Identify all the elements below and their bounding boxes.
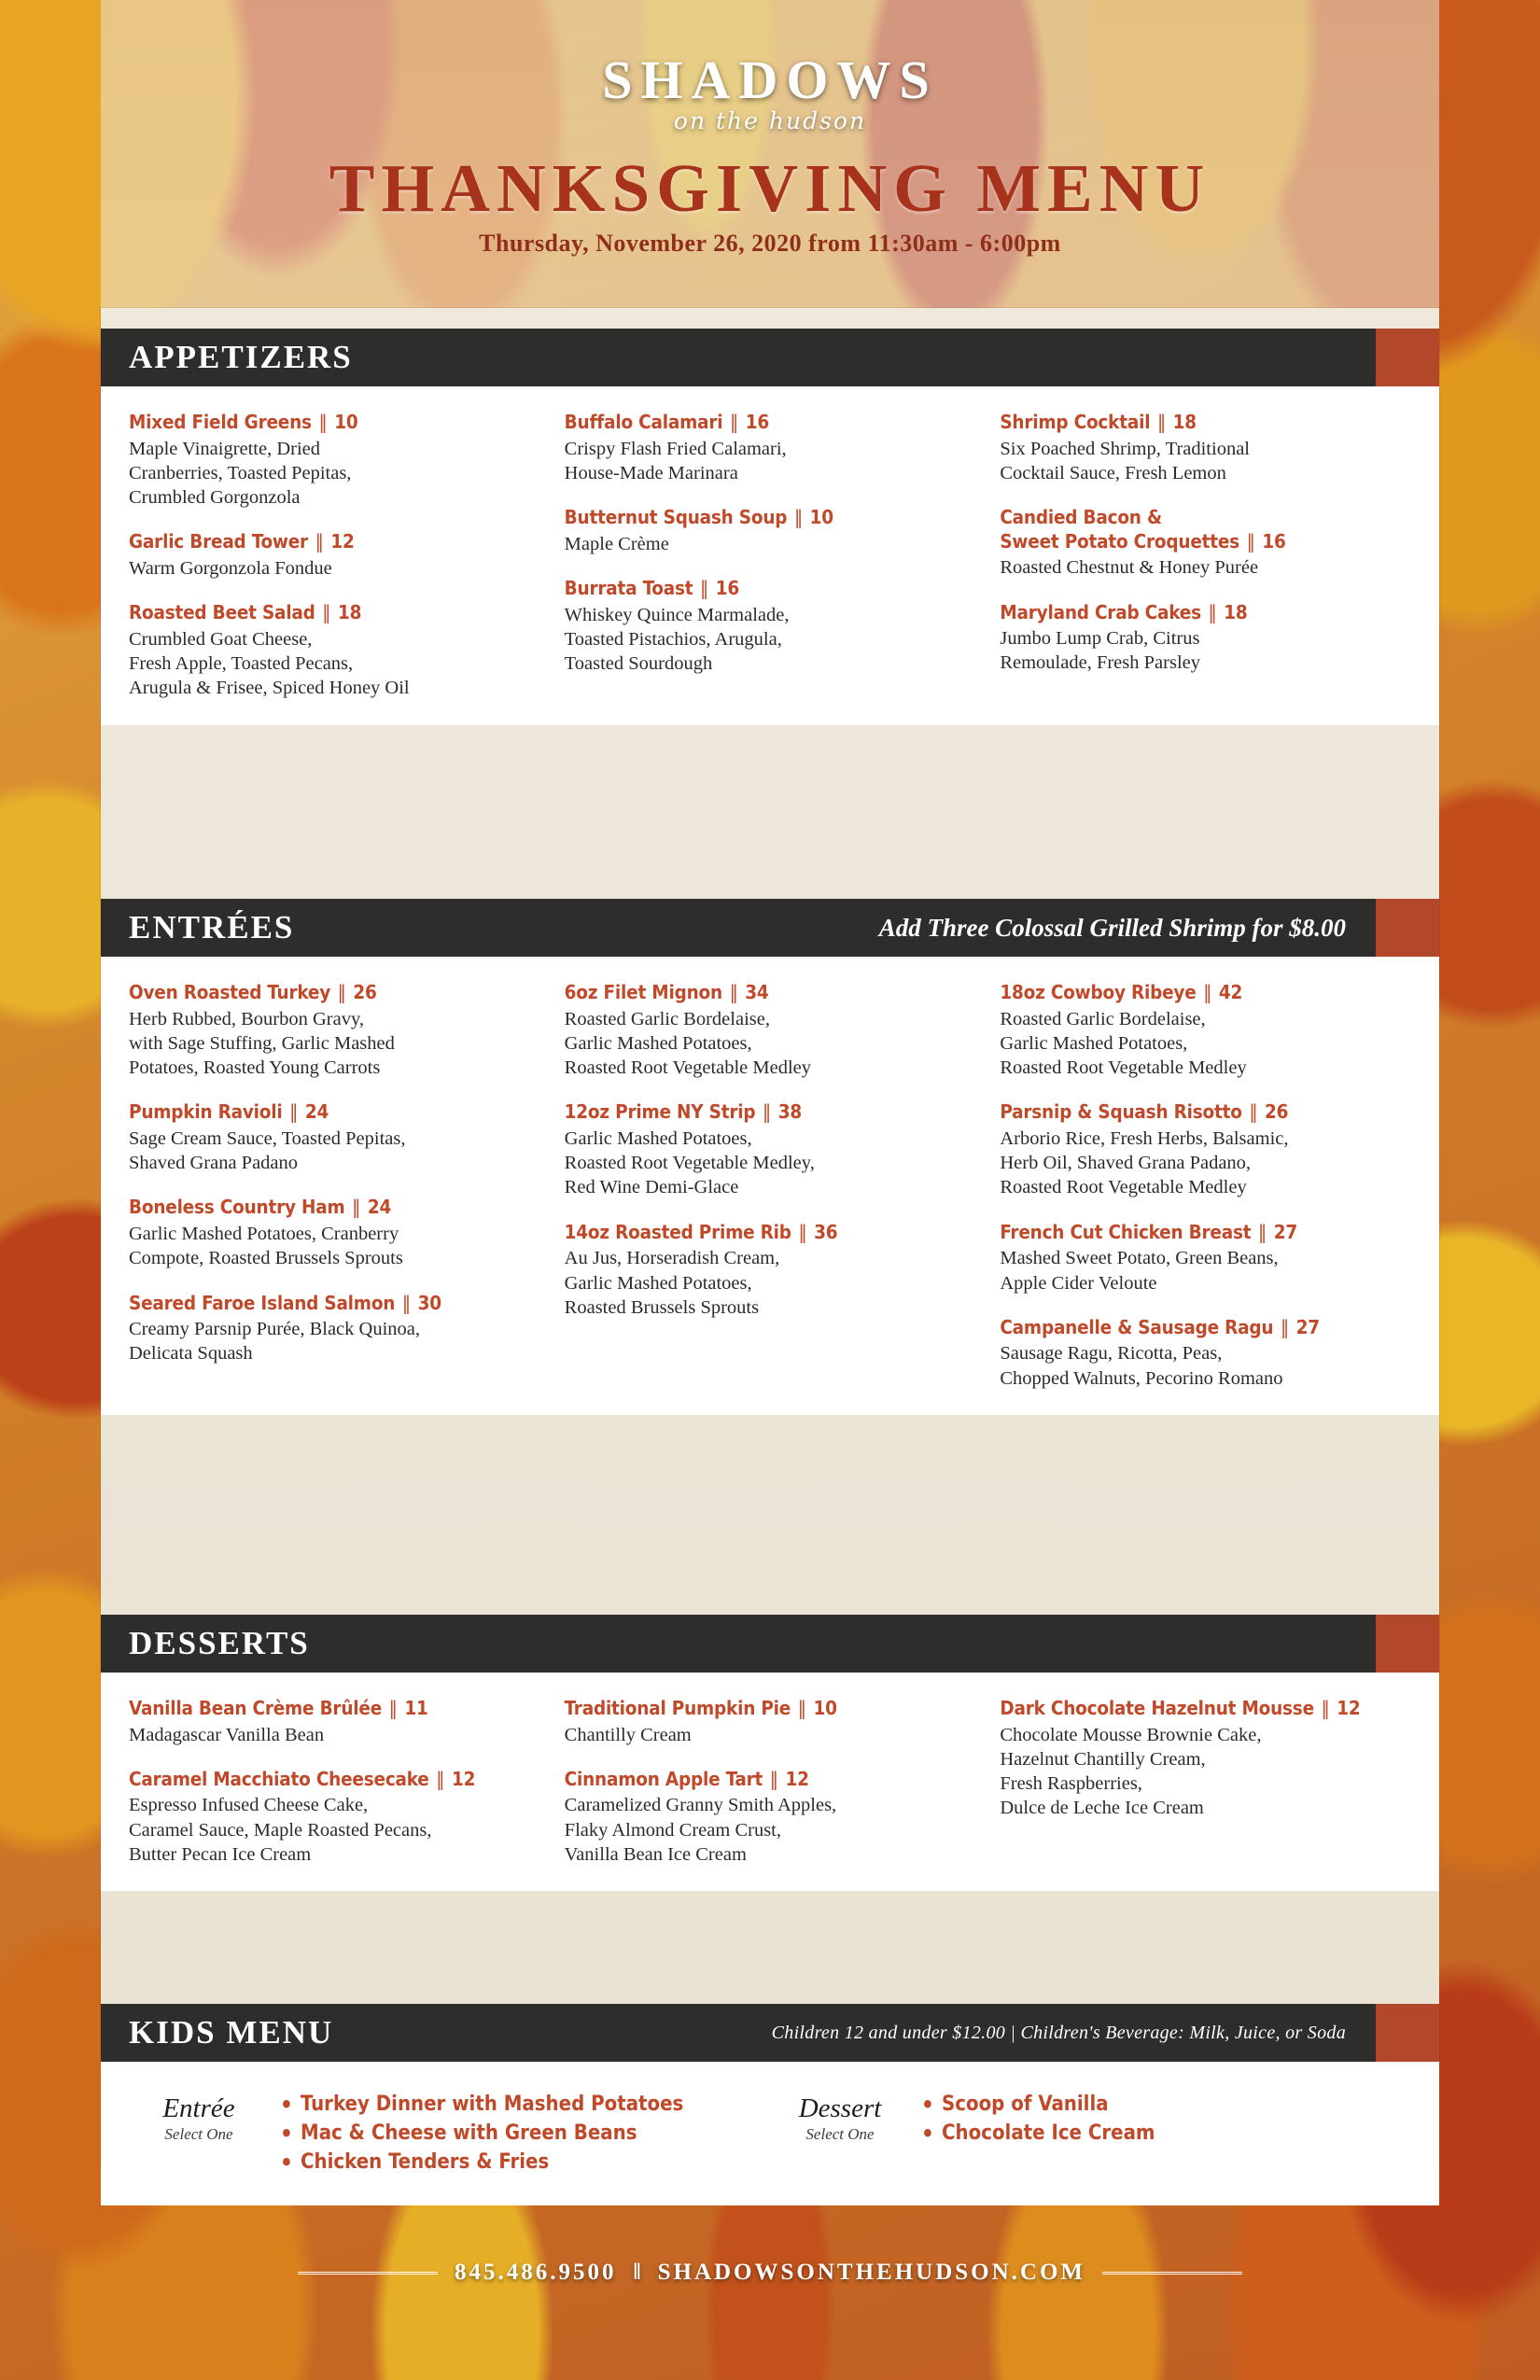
menu-item [1000, 1221, 1411, 1295]
menu-item-name: Burrata Toast ‖ 16 [564, 576, 739, 599]
page-title: THANKSGIVING MENU [329, 150, 1211, 226]
menu-item-name: Dark Chocolate Hazelnut Mousse ‖ 12 [1000, 1697, 1361, 1719]
menu-item-description: Sausage Ragu, Ricotta, Peas, Chopped Walnuts, Pecorino Romano [1000, 1343, 1283, 1389]
kids-note: Children 12 and under $12.00 | Children's Beverage: Milk, Juice, or Soda [771, 2022, 1346, 2043]
price-separator: ‖ [309, 530, 329, 553]
menu-item [129, 1292, 540, 1366]
menu-item [1000, 1697, 1411, 1821]
price-separator: ‖ [723, 981, 744, 1003]
menu-item-price: 10 [813, 1697, 837, 1719]
price-separator: ‖ [1315, 1697, 1336, 1719]
menu-item-name: Pumpkin Ravioli ‖ 24 [129, 1100, 329, 1124]
kids-dessert-label: Dessert [798, 2093, 882, 2123]
entrees-body [101, 957, 1439, 1415]
menu-item-price: 16 [1262, 529, 1286, 553]
price-separator: ‖ [764, 1767, 784, 1790]
menu-item-description: Sage Cream Sauce, Toasted Pepitas, Shaved Grana Padano [129, 1127, 406, 1174]
kids-title: KIDS MENU [129, 2014, 334, 2051]
menu-item-name: Butternut Squash Soup ‖ 10 [564, 506, 833, 529]
restaurant-logo [0, 0, 1540, 134]
price-separator: ‖ [284, 1100, 303, 1124]
kids-entree-label: Entrée [162, 2093, 235, 2123]
menu-column [129, 411, 540, 701]
footer-bar [298, 2260, 1242, 2286]
footer-website[interactable]: SHADOWSONTHEHUDSON.COM [657, 2260, 1086, 2285]
menu-item-price: 38 [777, 1100, 802, 1124]
menu-item-price: 27 [1295, 1315, 1320, 1338]
price-separator: ‖ [1197, 981, 1217, 1003]
menu-item-name: Traditional Pumpkin Pie ‖ 10 [564, 1697, 837, 1719]
menu-item-price: 18 [1224, 600, 1248, 623]
menu-item-name: Cinnamon Apple Tart ‖ 12 [564, 1767, 809, 1790]
appetizers-body [101, 386, 1439, 725]
menu-item-description: Caramelized Granny Smith Apples, Flaky Almond Cream Crust, Vanilla Bean Ice Cream [564, 1795, 837, 1865]
menu-item [565, 1100, 976, 1199]
brand-tagline: on the hudson [673, 107, 867, 134]
kids-accent-block [1376, 2004, 1439, 2062]
kids-dessert-sublabel: Select One [805, 2125, 875, 2143]
menu-item-description: Chocolate Mousse Brownie Cake, Hazelnut Chantilly Cream, Fresh Raspberries, Dulce de Leche Ice Cream [1000, 1724, 1262, 1819]
menu-item [1000, 981, 1411, 1080]
price-separator: ‖ [1152, 411, 1171, 433]
menu-item-price: 30 [417, 1291, 441, 1314]
menu-item-description: Roasted Garlic Bordelaise, Garlic Mashed Potatoes, Roasted Root Vegetable Medley [1000, 1008, 1247, 1079]
menu-item-description: Garlic Mashed Potatoes, Roasted Root Vegetable Medley, Red Wine Demi-Glace [564, 1127, 815, 1198]
menu-item-description: Warm Gorgonzola Fondue [129, 557, 332, 579]
brand-name: SHADOWS [602, 49, 938, 110]
menu-item-price: 16 [745, 411, 769, 433]
menu-item [129, 1100, 540, 1175]
menu-item-price: 10 [809, 506, 833, 529]
price-separator: ‖ [694, 576, 714, 599]
menu-item-name: 6oz Filet Mignon ‖ 34 [564, 981, 769, 1003]
menu-item [1000, 506, 1411, 580]
entrees-title: ENTRÉES [129, 909, 295, 945]
menu-column [129, 1697, 540, 1867]
kids-menu-option: • Mac & Cheese with Green Beans [278, 2119, 683, 2148]
menu-item-price: 12 [1337, 1697, 1361, 1719]
kids-menu-option: • Turkey Dinner with Mashed Potatoes [278, 2090, 683, 2119]
menu-item-description: Creamy Parsnip Purée, Black Quinoa, Delicata Squash [129, 1319, 420, 1365]
menu-item-name: 18oz Cowboy Ribeye ‖ 42 [1000, 981, 1243, 1003]
menu-item-description: Chantilly Cream [564, 1724, 692, 1745]
menu-item-description: Six Poached Shrimp, Traditional Cocktail Sauce, Fresh Lemon [1000, 438, 1250, 483]
price-separator: ‖ [313, 411, 333, 433]
menu-item [1000, 1316, 1411, 1391]
desserts-header-bar [101, 1615, 1439, 1673]
price-separator: ‖ [724, 411, 744, 433]
entrees-header-bar [101, 899, 1439, 957]
menu-item [129, 411, 540, 510]
page-subtitle: Thursday, November 26, 2020 from 11:30am - 6:00pm [479, 230, 1061, 257]
menu-item-price: 12 [451, 1767, 476, 1790]
menu-item [565, 577, 976, 676]
menu-item [1000, 1100, 1411, 1199]
section-appetizers [101, 329, 1439, 725]
menu-item-price: 11 [404, 1697, 428, 1719]
menu-item [129, 601, 540, 700]
menu-item [565, 506, 976, 556]
kids-entree-group [129, 2090, 770, 2177]
kids-entree-sublabel: Select One [164, 2125, 233, 2143]
menu-item [129, 530, 540, 581]
menu-column [129, 981, 540, 1391]
menu-item-description: Mashed Sweet Potato, Green Beans, Apple Cider Veloute [1000, 1248, 1279, 1294]
footer-phone[interactable]: 845.486.9500 [454, 2260, 617, 2285]
price-separator: ‖ [316, 601, 336, 624]
menu-column [565, 1697, 976, 1867]
menu-item-name: Boneless Country Ham ‖ 24 [129, 1196, 392, 1219]
menu-item-price: 34 [745, 981, 769, 1003]
price-separator: ‖ [346, 1196, 366, 1219]
appetizers-header-bar [101, 329, 1439, 386]
price-separator: ‖ [332, 981, 352, 1003]
desserts-body [101, 1673, 1439, 1891]
menu-item-name: Candied Bacon & Sweet Potato Croquettes ‖ 16 [1000, 506, 1286, 553]
menu-item-description: Espresso Infused Cheese Cake, Caramel Sauce, Maple Roasted Pecans, Butter Pecan Ice Cream [129, 1795, 432, 1865]
menu-item-description: Maple Crème [564, 533, 669, 554]
kids-dessert-label-group [770, 2090, 910, 2144]
price-separator: ‖ [384, 1697, 403, 1719]
menu-item-name: Buffalo Calamari ‖ 16 [564, 411, 769, 433]
menu-item-name: Oven Roasted Turkey ‖ 26 [129, 981, 377, 1003]
menu-item-name: French Cut Chicken Breast ‖ 27 [1000, 1220, 1297, 1243]
menu-item [565, 981, 976, 1080]
menu-item-name: Garlic Bread Tower ‖ 12 [129, 530, 355, 553]
footer-rule-right [1102, 2272, 1242, 2275]
menu-item-description: Herb Rubbed, Bourbon Gravy, with Sage Stuffing, Garlic Mashed Potatoes, Roasted Young Carrots [129, 1008, 395, 1079]
menu-item-price: 26 [1265, 1100, 1289, 1124]
price-separator: ‖ [1202, 600, 1223, 623]
menu-item-name: Roasted Beet Salad ‖ 18 [129, 601, 362, 624]
section-entrees [101, 899, 1439, 1415]
footer-separator: ‖ [633, 2260, 641, 2285]
appetizers-accent-block [1376, 329, 1439, 386]
price-separator: ‖ [789, 506, 808, 529]
menu-column [1000, 411, 1411, 701]
menu-item [565, 411, 976, 485]
menu-item-price: 36 [814, 1220, 838, 1243]
menu-item-description: Whiskey Quince Marmalade, Toasted Pistachios, Arugula, Toasted Sourdough [564, 604, 790, 675]
kids-menu-option: • Scoop of Vanilla [919, 2090, 1155, 2119]
menu-item [129, 1697, 540, 1747]
menu-item-name: Parsnip & Squash Risotto ‖ 26 [1000, 1100, 1289, 1124]
menu-item-description: Arborio Rice, Fresh Herbs, Balsamic, Herb Oil, Shaved Grana Padano, Roasted Root Vegetable Medley [1000, 1127, 1289, 1198]
menu-item-name: Shrimp Cocktail ‖ 18 [1000, 411, 1197, 433]
appetizers-title: APPETIZERS [129, 339, 353, 375]
kids-entree-label-group [129, 2090, 269, 2144]
menu-item-description: Crispy Flash Fried Calamari, House-Made Marinara [564, 438, 787, 483]
desserts-title: DESSERTS [129, 1625, 310, 1661]
desserts-accent-block [1376, 1615, 1439, 1673]
menu-item-name: 12oz Prime NY Strip ‖ 38 [564, 1100, 802, 1124]
menu-item [129, 1196, 540, 1270]
menu-item-description: Au Jus, Horseradish Cream, Garlic Mashed Potatoes, Roasted Brussels Sprouts [564, 1248, 780, 1318]
price-separator: ‖ [1240, 529, 1261, 553]
menu-item-price: 18 [338, 601, 362, 624]
menu-item-name: Maryland Crab Cakes ‖ 18 [1000, 600, 1248, 623]
price-separator: ‖ [1243, 1100, 1264, 1124]
menu-item-description: Garlic Mashed Potatoes, Cranberry Compote, Roasted Brussels Sprouts [129, 1224, 403, 1269]
menu-item-description: Jumbo Lump Crab, Citrus Remoulade, Fresh Parsley [1000, 628, 1200, 674]
menu-item-name: 14oz Roasted Prime Rib ‖ 36 [564, 1220, 838, 1243]
kids-dessert-group [770, 2090, 1411, 2148]
entrees-note: Add Three Colossal Grilled Shrimp for $8.00 [878, 913, 1346, 942]
kids-dessert-list [910, 2090, 1155, 2148]
menu-item-name: Vanilla Bean Crème Brûlée ‖ 11 [129, 1697, 428, 1719]
menu-item-price: 27 [1273, 1220, 1297, 1243]
menu-item-description: Maple Vinaigrette, Dried Cranberries, Toasted Pepitas, Crumbled Gorgonzola [129, 438, 352, 509]
menu-item-price: 26 [353, 981, 377, 1003]
menu-item-name: Seared Faroe Island Salmon ‖ 30 [129, 1291, 441, 1314]
menu-column [1000, 981, 1411, 1391]
menu-item [1000, 411, 1411, 485]
menu-item [129, 1768, 540, 1867]
menu-item-name: Mixed Field Greens ‖ 10 [129, 411, 358, 433]
menu-item-description: Madagascar Vanilla Bean [129, 1724, 325, 1745]
menu-item-price: 42 [1218, 981, 1243, 1003]
kids-header-bar [101, 2004, 1439, 2062]
menu-item [565, 1768, 976, 1867]
menu-item-price: 16 [715, 576, 739, 599]
menu-column [1000, 1697, 1411, 1867]
menu-footer [0, 2165, 1540, 2380]
menu-item [129, 981, 540, 1080]
menu-item [565, 1697, 976, 1747]
menu-item-price: 12 [330, 530, 355, 553]
section-desserts [101, 1615, 1439, 1891]
menu-item-name: Campanelle & Sausage Ragu ‖ 27 [1000, 1315, 1320, 1338]
menu-header [0, 0, 1540, 308]
price-separator: ‖ [1253, 1220, 1272, 1243]
menu-column [565, 411, 976, 701]
menu-item-price: 24 [304, 1100, 329, 1124]
menu-item [1000, 601, 1411, 676]
menu-item [565, 1221, 976, 1320]
menu-item-price: 18 [1172, 411, 1197, 433]
price-separator: ‖ [757, 1100, 777, 1124]
entrees-accent-block [1376, 899, 1439, 957]
menu-column [565, 981, 976, 1391]
menu-item-price: 10 [334, 411, 358, 433]
price-separator: ‖ [792, 1697, 812, 1719]
price-separator: ‖ [397, 1291, 416, 1314]
price-separator: ‖ [430, 1767, 450, 1790]
kids-menu-option: • Chocolate Ice Cream [919, 2119, 1155, 2148]
menu-item-name: Caramel Macchiato Cheesecake ‖ 12 [129, 1767, 476, 1790]
menu-item-price: 12 [785, 1767, 809, 1790]
kids-entree-list [269, 2090, 683, 2177]
footer-rule-left [298, 2272, 438, 2275]
price-separator: ‖ [1275, 1315, 1295, 1338]
menu-item-price: 24 [367, 1196, 392, 1219]
kids-menu-option: • Chicken Tenders & Fries [278, 2148, 683, 2177]
menu-item-description: Crumbled Goat Cheese, Fresh Apple, Toasted Pecans, Arugula & Frisee, Spiced Honey Oil [129, 628, 410, 699]
price-separator: ‖ [792, 1220, 813, 1243]
menu-item-description: Roasted Garlic Bordelaise, Garlic Mashed Potatoes, Roasted Root Vegetable Medley [564, 1008, 812, 1079]
menu-item-description: Roasted Chestnut & Honey Purée [1000, 557, 1259, 579]
